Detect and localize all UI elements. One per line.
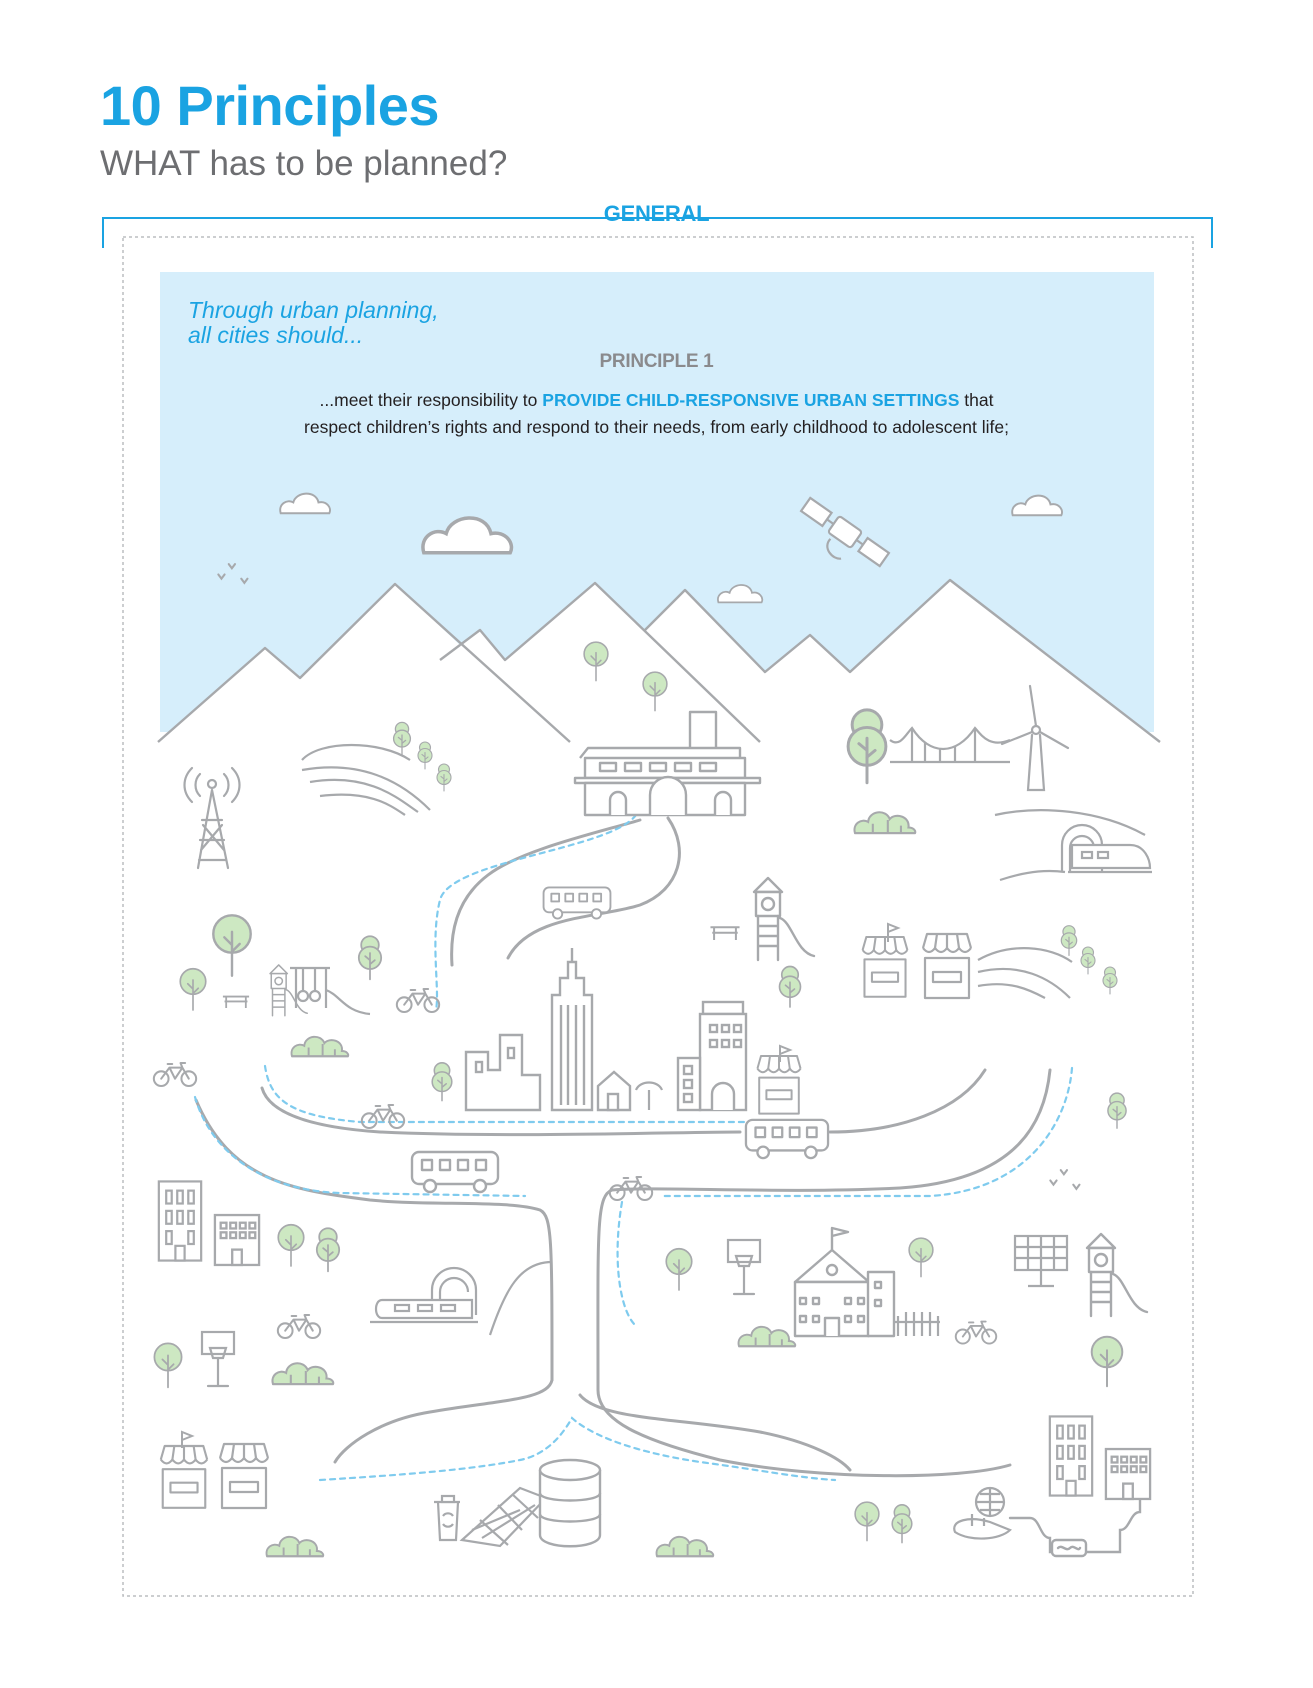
tree-icon: [848, 710, 886, 783]
building-icon: [678, 1002, 746, 1110]
bush-icon: [267, 1537, 324, 1556]
tree-icon: [418, 742, 432, 769]
principle-text: [160, 387, 1153, 441]
tunnel-icon: [432, 1262, 552, 1335]
bush-icon: [272, 1363, 333, 1384]
globe-monitor-icon: [954, 1488, 1010, 1539]
principle-text-before: ...meet their responsibility to: [319, 390, 543, 410]
solar-panel-icon: [1015, 1236, 1067, 1286]
principle-highlight: PROVIDE CHILD-RESPONSIVE URBAN SETTINGS: [542, 390, 960, 410]
tree-icon: [213, 915, 250, 976]
radio-tower-icon: [185, 768, 240, 868]
tree-icon: [154, 1343, 181, 1387]
field-icon: [978, 948, 1072, 998]
playground-icon: [1087, 1234, 1147, 1316]
intro-line-2: all cities should...: [188, 322, 364, 348]
playground-icon: [754, 878, 814, 960]
principle-label: PRINCIPLE 1: [599, 351, 714, 372]
tree-icon: [1103, 967, 1117, 994]
recycle-bin-icon: [434, 1496, 460, 1540]
tree-icon: [1061, 926, 1076, 956]
tree-icon: [432, 1063, 452, 1101]
tree-icon: [780, 967, 801, 1008]
birds-icon: [1050, 1170, 1079, 1189]
building-icon: [466, 1035, 540, 1110]
monkey-bars-icon: [290, 968, 370, 1014]
tree-icon: [1081, 947, 1095, 974]
tree-icon: [892, 1505, 912, 1543]
train-icon: [1068, 845, 1152, 872]
bush-icon: [657, 1537, 714, 1556]
solar-collector-icon: [462, 1488, 546, 1546]
page-subtitle: WHAT has to be planned?: [100, 144, 508, 183]
building-icon: [1106, 1449, 1150, 1499]
building-icon: [1050, 1416, 1092, 1495]
bicycle-icon: [362, 1105, 404, 1128]
bush-icon: [292, 1037, 349, 1056]
building-icon: [215, 1215, 259, 1265]
tree-icon: [666, 1249, 692, 1290]
school-icon: [795, 1228, 894, 1336]
intro-line-1: Through urban planning,: [188, 297, 439, 323]
bench-icon: [710, 927, 739, 940]
market-stall-icon: [923, 934, 971, 998]
pipeline-icon: [1010, 1500, 1140, 1556]
house-icon: [598, 1072, 630, 1110]
bus-icon: [544, 887, 611, 918]
building-icon: [159, 1181, 201, 1260]
principle-line-2: respect children’s rights and respond to their needs, from early childhood to adolescent life;: [304, 417, 1009, 437]
basketball-hoop-icon: [202, 1332, 234, 1386]
market-stall-icon: [863, 937, 908, 997]
bicycle-icon: [956, 1322, 996, 1344]
principle-text-after: that: [959, 390, 994, 410]
umbrella-icon: [636, 1083, 662, 1111]
basketball-hoop-icon: [728, 1240, 760, 1294]
tree-icon: [855, 1502, 879, 1541]
tree-icon: [437, 764, 451, 791]
skyscraper-icon: [552, 948, 592, 1110]
bicycle-icon: [397, 989, 439, 1012]
bus-icon: [746, 1120, 828, 1158]
tree-icon: [317, 1228, 339, 1271]
tree-icon: [180, 969, 206, 1010]
principle-line-1: [160, 387, 1153, 414]
market-stall-icon: [757, 1056, 800, 1114]
tree-icon: [278, 1225, 304, 1266]
page-title: 10 Principles: [100, 74, 440, 137]
tree-icon: [1108, 1093, 1126, 1128]
tree-icon: [909, 1238, 933, 1277]
bicycle-icon: [278, 1315, 320, 1338]
tree-icon: [1092, 1337, 1123, 1387]
section-label-text: GENERAL: [598, 201, 715, 226]
bench-icon: [223, 997, 249, 1008]
water-tank-icon: [540, 1460, 600, 1546]
bus-icon: [412, 1152, 498, 1192]
fence-icon: [895, 1312, 940, 1336]
bush-icon: [854, 812, 915, 833]
bicycle-icon: [154, 1063, 196, 1086]
tree-icon: [359, 936, 381, 979]
market-stall-icon: [220, 1444, 268, 1508]
market-stall-icon: [161, 1446, 207, 1508]
bush-icon: [739, 1327, 796, 1346]
intro-text: [188, 298, 439, 348]
train-icon: [370, 1300, 478, 1322]
